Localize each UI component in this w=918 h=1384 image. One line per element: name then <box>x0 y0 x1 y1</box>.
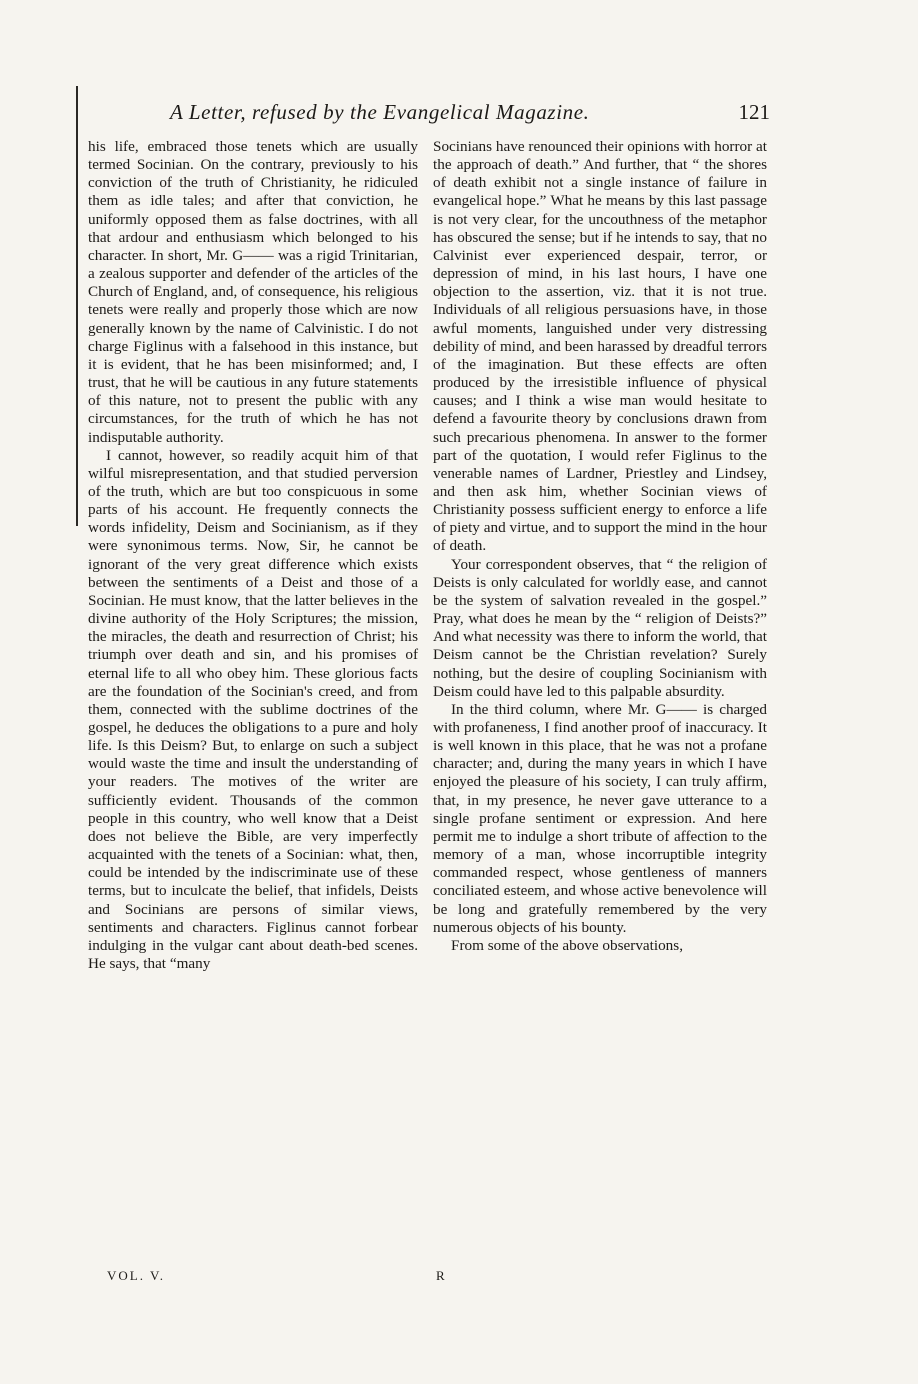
page-header <box>170 100 770 130</box>
right-paragraph-4: From some of the above observations, <box>451 936 683 954</box>
left-paragraph-1: his life, embraced those tenets which are usually termed Socinian. On the contrary, previously to his conviction of the truth of Christianity, he ridiculed them as idle tales; and after that conviction, he uniformly opposed them as false doctrines, with all that ardour and enthusiasm which belonged to his character. In short, Mr. G—— was a rigid Trinitarian, a zealous supporter and defender of the articles of the Church of England, and, of consequence, his religious tenets were really and properly those which are now generally known by the name of Calvinistic. I do not charge Figlinus with a falsehood in this instance, but it is evident, that he has been misinformed; and, I trust, that he will be cautious in any future statements of this nature, not to present the public with any circumstances, for the truth of which he has not indisputable authority. <box>88 138 418 446</box>
left-column <box>88 138 418 973</box>
running-title: A Letter, refused by the Evangelical Magazine. <box>170 100 590 124</box>
right-paragraph-3: In the third column, where Mr. G—— is charged with profaneness, I find another proof of inaccuracy. It is well known in this place, that he was not a profane character; and, during the many years in which I have enjoyed the pleasure of his society, I can truly affirm, that, in my presence, he never gave utterance to a single profane sentiment or expression. And here permit me to indulge a short tribute of affection to the memory of a man, whose incorruptible integrity commanded respect, whose gentleness of manners conciliated esteem, and whose active benevolence will be long and gratefully remembered by the very numerous objects of his bounty. <box>433 700 767 936</box>
right-column <box>433 138 767 955</box>
right-paragraph-1: Socinians have renounced their opinions with horror at the approach of death.” And further, that “ the shores of death exhibit not a single instance of failure in evangelical hope.” What he means by this last passage is not very clear, for the uncouthness of the metaphor has obscured the sense; but if he intends to say, that no Calvinist ever experienced despair, terror, or depression of mind, in his last hours, I have one objection to the assertion, viz. that it is not true. Individuals of all religious persuasions have, in those awful moments, languished under very distressing debility of mind, and been harassed by dreadful terrors of the imagination. But these effects are often produced by the irresistible influence of physical causes; and I think a wise man would hesitate to defend a favourite theory by conclusions drawn from such precarious phenomena. In answer to the former part of the quotation, I would refer Figlinus to the venerable names of Lardner, Priestley and Lindsey, and then ask him, whether Socinian views of Christianity possess sufficient energy to enforce a life of piety and virtue, and to support the mind in the hour of death. <box>433 138 767 555</box>
page-number: 121 <box>738 100 770 124</box>
left-paragraph-2: I cannot, however, so readily acquit him of that wilful misrepresentation, and that studied perversion of the truth, which are but too conspicuous in some parts of his account. He frequently connects the words infidelity, Deism and Socinianism, as if they were synonimous terms. Now, Sir, he cannot be ignorant of the very great difference which exists between the sentiments of a Deist and those of a Socinian. He must know, that the latter believes in the divine authority of the Holy Scriptures; the mission, the miracles, the death and resurrection of Christ; his triumph over death and sin, and his promises of eternal life to all who obey him. These glorious facts are the foundation of the Socinian's creed, and from them, connected with the sublime doctrines of the gospel, he deduces the obligations to a pure and holy life. Is this Deism? But, to enlarge on such a subject would waste the time and insult the understanding of your readers. The motives of the writer are sufficiently evident. Thousands of the common people in this country, who well know that a Deist does not believe the Bible, are very imperfectly acquainted with the tenets of a Socinian: what, then, could be intended by the indiscriminate use of these terms, but to inculcate the belief, that infidels, Deists and Socinians are persons of similar views, sentiments and characters. Figlinus cannot forbear indulging in the vulgar cant about death-bed scenes. He says, that “many <box>88 446 418 973</box>
volume-mark: VOL. V. <box>107 1268 165 1283</box>
signature-mark: R <box>436 1268 447 1283</box>
margin-rule <box>76 86 78 526</box>
right-paragraph-2: Your correspondent observes, that “ the religion of Deists is only calculated for worldly ease, and cannot be the system of salvation revealed in the gospel.” Pray, what does he mean by the “ religion of Deists?” And what necessity was there to inform the world, that Deism cannot be the Christian revelation? Surely nothing, but the desire of coupling Socinianism with Deism could have led to this palpable absurdity. <box>433 555 767 700</box>
